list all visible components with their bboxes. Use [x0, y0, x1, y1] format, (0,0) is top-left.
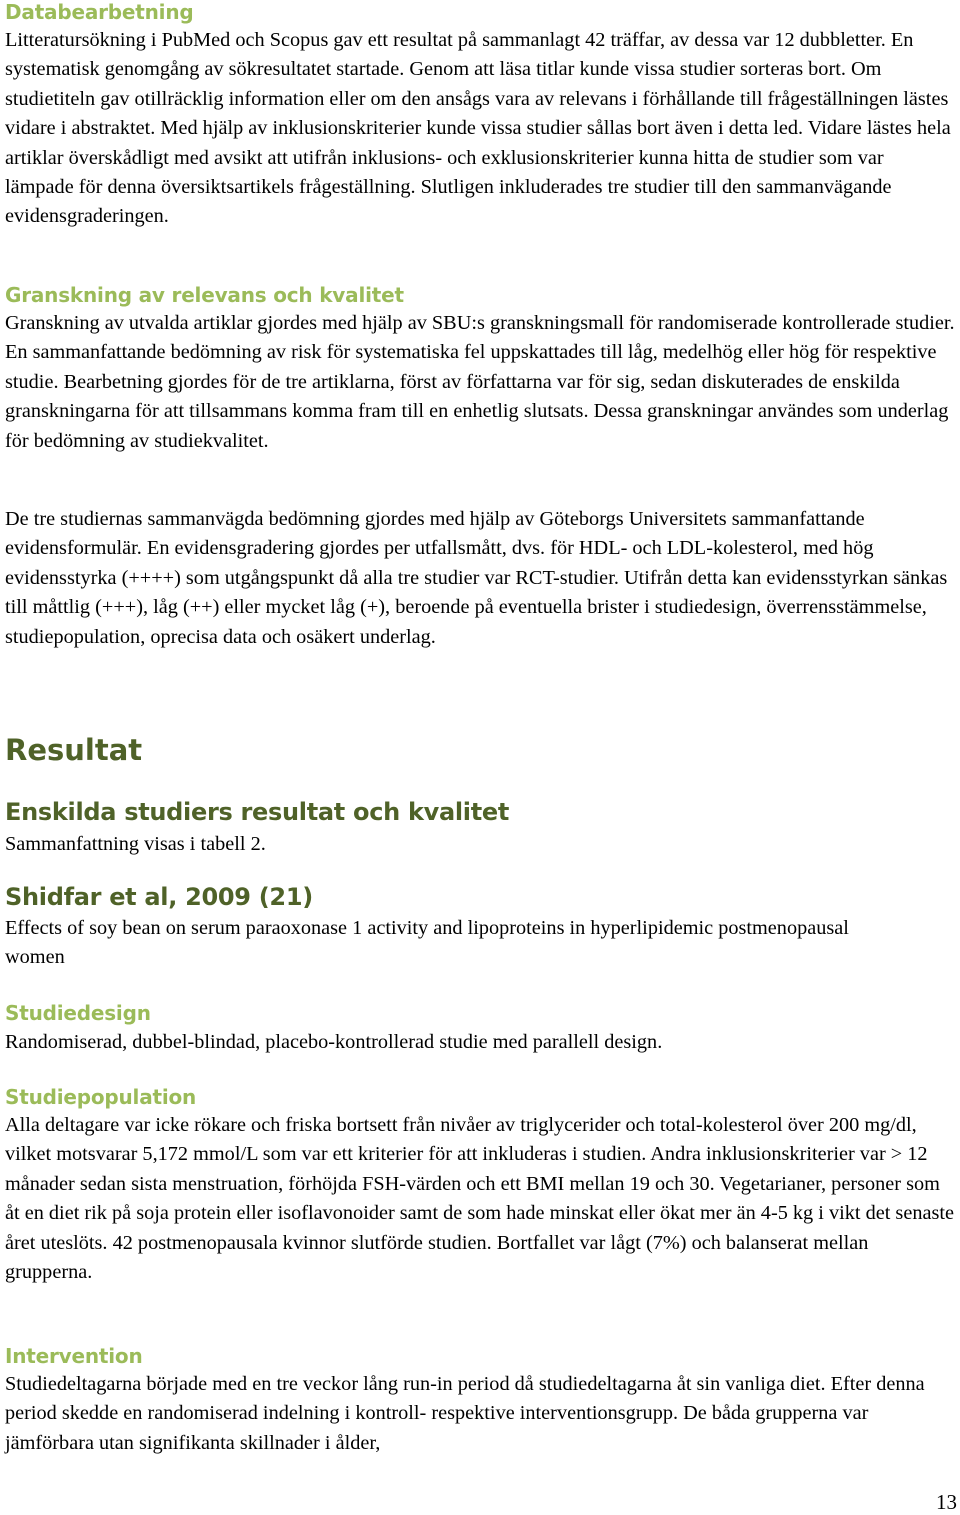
heading-enskilda-studier: Enskilda studiers resultat och kvalitet [5, 798, 510, 826]
heading-databearbetning: Databearbetning [5, 0, 194, 24]
paragraph-intervention: Studiedeltagarna började med en tre veckor lång run-in period då studiedeltagarna åt sin vanliga diet. Efter denna period skedde en randomiserad indelning i kontroll- respektive interventionsgrupp. De båda grupperna var jämförbara utan signifikanta skillnader i ålder, [5, 1373, 925, 1454]
paragraph-granskning-2: De tre studiernas sammanvägda bedömning gjordes med hjälp av Göteborgs Universitets sammanfattande evidensformulär. En evidensgradering gjordes per utfallsmått, dvs. för HDL- och LDL-kolesterol, med hög evidensstyrka (++++) som utgångspunkt då alla tre studier var RCT-studier. Utifrån detta kan evidensstyrkan sänkas till måttlig (+++), låg (++) eller mycket låg (+), beroende på eventuella brister i studiedesign, överrensstämmelse, studiepopulation, oprecisa data och osäkert underlag. [5, 508, 948, 648]
heading-granskning: Granskning av relevans och kvalitet [5, 283, 404, 307]
paragraph-granskning-1: Granskning av utvalda artiklar gjordes med hjälp av SBU:s granskningsmall för randomiserade kontrollerade studier. En sammanfattande bedömning av risk för systematiska fel uppskattades till låg, medelhög eller hög för respektive studie. Bearbetning gjordes för de tre artiklarna, först av författarna var för sig, sedan diskuterades de enskilda granskningarna för att tillsammans komma fram till en enhetlig slutsats. Dessa granskningar användes som underlag för bedömning av studiekvalitet. [5, 312, 955, 452]
paragraph-studiepopulation: Alla deltagare var icke rökare och friska bortsett från nivåer av triglycerider och total-kolesterol över 200 mg/dl, vilket motsvarar 5,172 mmol/L som var ett kriterier för att inkluderas i studien. Andra inklusionskriterier var > 12 månader sedan sista menstruation, förhöjda FSH-värden och ett BMI mellan 19 och 30. Vegetarianer, personer som åt en diet rik på soja protein eller isoflavonoider samt de som hade minskat eller ökat mer än 4-5 kg i vikt det senaste året uteslöts. 42 postmenopausala kvinnor slutförde studien. Bortfallet var lågt (7%) och balanserat mellan grupperna. [5, 1114, 955, 1284]
heading-shidfar: Shidfar et al, 2009 (21) [5, 883, 313, 911]
paragraph-enskilda-studier: Sammanfattning visas i tabell 2. [5, 833, 266, 855]
paragraph-databearbetning: Litteratursökning i PubMed och Scopus gav ett resultat på sammanlagt 42 träffar, av dessa var 12 dubbletter. En systematisk genomgång av sökresultatet startade. Genom att läsa titlar kunde vissa studier sorteras bort. Om studietiteln gav otillräcklig information eller om den ansågs vara av relevans i förhållande till frågeställningen lästes vidare i abstraktet. Med hjälp av inklusionskriterier kunde vissa studier sållas bort även i detta led. Vidare lästes hela artiklar överskådligt med avsikt att utifrån inklusions- och exklusionskriterier kunna hitta de studier som var lämpade för denna översiktsartikels frågeställning. Slutligen inkluderades tre studier till den sammanvägande evidensgraderingen. [5, 29, 951, 228]
heading-resultat: Resultat [5, 733, 143, 767]
heading-studiepopulation: Studiepopulation [5, 1085, 197, 1109]
heading-intervention: Intervention [5, 1344, 143, 1368]
page-number: 13 [936, 1490, 957, 1514]
heading-studiedesign: Studiedesign [5, 1001, 151, 1025]
paragraph-shidfar-title: Effects of soy bean on serum paraoxonase 1 activity and lipoproteins in hyperlipidemic postmenopausal women [5, 917, 849, 969]
paragraph-studiedesign: Randomiserad, dubbel-blindad, placebo-kontrollerad studie med parallell design. [5, 1031, 663, 1053]
